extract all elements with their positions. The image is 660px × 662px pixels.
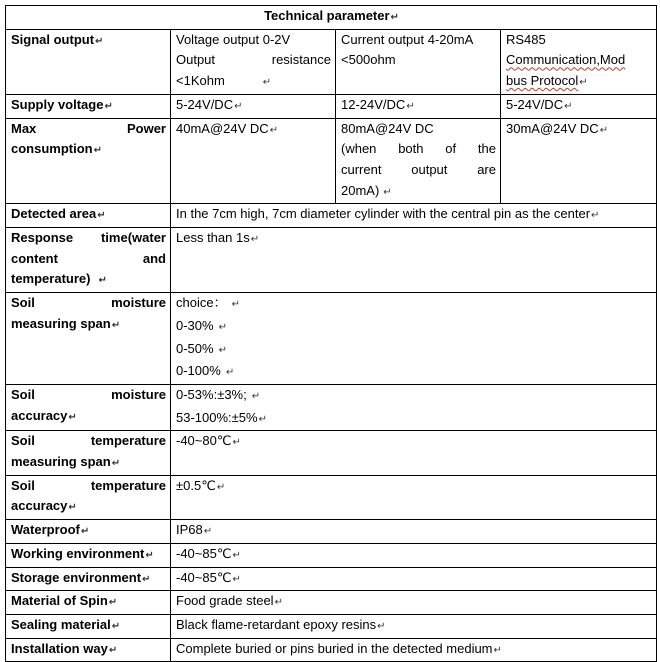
- supply-voltage-current-cell: [336, 94, 501, 118]
- soil-moisture-accuracy-high: 53-100%:±5%: [176, 409, 258, 425]
- title-row: [6, 6, 657, 30]
- soil-moisture-span-option-2: 0-50%: [176, 340, 214, 356]
- storage-environment-label: Storage environment: [11, 569, 142, 585]
- current-output-text: Current output 4-20mA: [341, 31, 474, 47]
- paragraph-mark-icon: ↵: [97, 210, 106, 222]
- paragraph-mark-icon: ↵: [80, 526, 90, 538]
- soil-temp-span-row: [6, 431, 657, 475]
- technical-parameter-table-wrapper: [5, 5, 657, 662]
- sealing-material-row: [6, 614, 657, 638]
- paragraph-mark-icon: ↵: [108, 644, 118, 656]
- max-power-current-value: 80mA@24V DC: [341, 120, 434, 136]
- waterproof-row: [6, 520, 657, 544]
- waterproof-value-cell: [171, 520, 657, 544]
- paragraph-mark-icon: ↵: [98, 275, 107, 287]
- soil-temp-span-label-cell: [6, 431, 171, 475]
- soil-temp-span-value: -40~80℃: [176, 433, 232, 449]
- max-power-current-note2: current output are: [341, 161, 496, 177]
- sealing-material-value-cell: [171, 614, 657, 638]
- response-time-label-cell: [6, 228, 171, 293]
- paragraph-mark-icon: ↵: [142, 573, 151, 585]
- paragraph-mark-icon: ↵: [579, 77, 588, 89]
- waterproof-value: IP68: [176, 522, 203, 538]
- signal-output-row: [6, 29, 657, 94]
- paragraph-mark-icon: ↵: [111, 620, 121, 632]
- paragraph-mark-icon: ↵: [564, 100, 573, 112]
- paragraph-mark-icon: ↵: [231, 299, 240, 311]
- working-environment-value-cell: [171, 543, 657, 567]
- soil-moisture-accuracy-label-line2: accuracy: [11, 407, 68, 423]
- max-power-label-cell: [6, 118, 171, 204]
- response-time-label-line3: temperature): [11, 271, 91, 287]
- soil-moisture-span-option-1: 0-30%: [176, 317, 214, 333]
- table-title: Technical parameter: [264, 8, 390, 23]
- paragraph-mark-icon: ↵: [262, 77, 272, 89]
- material-of-spin-label: Material of Spin: [11, 593, 108, 609]
- paragraph-mark-icon: ↵: [203, 526, 213, 538]
- paragraph-mark-icon: ↵: [145, 549, 154, 561]
- soil-temp-accuracy-row: [6, 475, 657, 519]
- paragraph-mark-icon: ↵: [269, 124, 279, 136]
- soil-moisture-accuracy-row: [6, 384, 657, 430]
- paragraph-mark-icon: ↵: [104, 100, 113, 112]
- response-time-value: Less than 1s: [176, 230, 250, 246]
- response-time-row: [6, 228, 657, 293]
- paragraph-mark-icon: ↵: [599, 124, 609, 136]
- max-power-voltage-cell: [171, 118, 336, 204]
- detected-area-value-cell: [171, 204, 657, 228]
- resistance-value-text: <1Kohm: [176, 73, 225, 89]
- communication-modbus-text: Communication,Mod: [506, 52, 626, 68]
- soil-moisture-span-value-cell: [171, 293, 657, 385]
- signal-output-rs485-cell: [501, 29, 657, 94]
- paragraph-mark-icon: ↵: [234, 100, 243, 112]
- paragraph-mark-icon: ↵: [493, 644, 502, 656]
- soil-temp-span-label-line2: measuring span: [11, 454, 111, 470]
- storage-environment-value: -40~85℃: [176, 569, 232, 585]
- max-power-voltage-value: 40mA@24V DC: [176, 120, 269, 136]
- sealing-material-label-cell: [6, 614, 171, 638]
- response-time-value-cell: [171, 228, 657, 293]
- supply-voltage-voltage-value: 5-24V/DC: [176, 96, 234, 112]
- max-power-current-note3: 20mA): [341, 182, 380, 198]
- soil-moisture-span-row: [6, 293, 657, 385]
- current-resistance-text: <500ohm: [341, 52, 396, 68]
- sealing-material-value: Black flame-retardant epoxy resins: [176, 616, 377, 632]
- soil-moisture-span-choice: choice：: [176, 295, 227, 311]
- waterproof-label-cell: [6, 520, 171, 544]
- installation-way-value-cell: [171, 638, 657, 662]
- paragraph-mark-icon: ↵: [95, 35, 104, 47]
- soil-moisture-accuracy-label-line1: Soil moisture: [11, 386, 166, 402]
- waterproof-label: Waterproof: [11, 522, 80, 538]
- paragraph-mark-icon: ↵: [390, 12, 399, 23]
- paragraph-mark-icon: ↵: [68, 502, 77, 514]
- detected-area-label: Detected area: [11, 206, 97, 222]
- supply-voltage-current-value: 12-24V/DC: [341, 96, 406, 112]
- soil-moisture-span-label-cell: [6, 293, 171, 385]
- signal-output-voltage-cell: [171, 29, 336, 94]
- material-of-spin-value: Food grade steel: [176, 593, 274, 609]
- soil-temp-accuracy-label-cell: [6, 475, 171, 519]
- paragraph-mark-icon: ↵: [232, 437, 241, 449]
- max-power-label-line2: consumption: [11, 141, 93, 157]
- paragraph-mark-icon: ↵: [111, 319, 121, 331]
- signal-output-label-cell: [6, 29, 171, 94]
- max-power-current-note1: (when both of the: [341, 141, 496, 157]
- response-time-label-line2: content and: [11, 250, 166, 266]
- soil-temp-accuracy-value: ±0.5℃: [176, 477, 216, 493]
- paragraph-mark-icon: ↵: [216, 481, 226, 493]
- supply-voltage-rs485-cell: [501, 94, 657, 118]
- table-title-cell: [6, 6, 657, 30]
- supply-voltage-rs485-value: 5-24V/DC: [506, 96, 564, 112]
- paragraph-mark-icon: ↵: [377, 620, 386, 632]
- paragraph-mark-icon: ↵: [232, 573, 241, 585]
- max-power-rs485-value: 30mA@24V DC: [506, 120, 599, 136]
- bus-protocol-text: bus Protocol: [506, 73, 579, 89]
- max-power-rs485-cell: [501, 118, 657, 204]
- storage-environment-label-cell: [6, 567, 171, 591]
- detected-area-label-cell: [6, 204, 171, 228]
- voltage-output-text: Voltage output 0-2V: [176, 31, 291, 47]
- paragraph-mark-icon: ↵: [406, 100, 415, 112]
- working-environment-label-cell: [6, 543, 171, 567]
- output-resistance-text: Output resistance: [176, 52, 331, 68]
- paragraph-mark-icon: ↵: [274, 597, 283, 609]
- material-of-spin-row: [6, 591, 657, 615]
- soil-temp-span-label-line1: Soil temperature: [11, 433, 166, 449]
- signal-output-label: Signal output: [11, 31, 95, 47]
- detected-area-value: In the 7cm high, 7cm diameter cylinder with the central pin as the center: [176, 206, 591, 222]
- supply-voltage-label: Supply voltage: [11, 96, 104, 112]
- soil-moisture-span-option-3: 0-100%: [176, 363, 221, 379]
- supply-voltage-row: [6, 94, 657, 118]
- working-environment-label: Working environment: [11, 545, 145, 561]
- working-environment-value: -40~85℃: [176, 545, 232, 561]
- max-power-row: [6, 118, 657, 204]
- paragraph-mark-icon: ↵: [258, 413, 267, 425]
- soil-moisture-accuracy-value-cell: [171, 384, 657, 430]
- material-of-spin-label-cell: [6, 591, 171, 615]
- paragraph-mark-icon: ↵: [225, 367, 235, 379]
- rs485-text: RS485: [506, 31, 546, 47]
- soil-moisture-accuracy-low: 0-53%:±3%;: [176, 386, 247, 402]
- max-power-current-cell: [336, 118, 501, 204]
- soil-moisture-span-label-line2: measuring span: [11, 315, 111, 331]
- max-power-label-line1: Max Power: [11, 120, 166, 136]
- working-environment-row: [6, 543, 657, 567]
- soil-temp-accuracy-label-line1: Soil temperature: [11, 477, 166, 493]
- soil-moisture-accuracy-label-cell: [6, 384, 171, 430]
- paragraph-mark-icon: ↵: [218, 344, 227, 356]
- soil-temp-accuracy-label-line2: accuracy: [11, 498, 68, 514]
- installation-way-label-cell: [6, 638, 171, 662]
- sealing-material-label: Sealing material: [11, 616, 111, 632]
- paragraph-mark-icon: ↵: [591, 210, 600, 222]
- soil-temp-accuracy-value-cell: [171, 475, 657, 519]
- paragraph-mark-icon: ↵: [68, 411, 77, 423]
- installation-way-label: Installation way: [11, 640, 108, 656]
- detected-area-row: [6, 204, 657, 228]
- soil-moisture-span-label-line1: Soil moisture: [11, 295, 166, 311]
- installation-way-value: Complete buried or pins buried in the detected medium: [176, 640, 493, 656]
- installation-way-row: [6, 638, 657, 662]
- paragraph-mark-icon: ↵: [93, 145, 102, 157]
- technical-parameter-table: [5, 5, 657, 662]
- signal-output-current-cell: [336, 29, 501, 94]
- response-time-label-line1: Response time(water: [11, 230, 166, 246]
- paragraph-mark-icon: ↵: [250, 234, 260, 246]
- paragraph-mark-icon: ↵: [108, 597, 118, 609]
- paragraph-mark-icon: ↵: [251, 390, 261, 402]
- supply-voltage-voltage-cell: [171, 94, 336, 118]
- paragraph-mark-icon: ↵: [218, 321, 227, 333]
- paragraph-mark-icon: ↵: [232, 549, 241, 561]
- soil-temp-span-value-cell: [171, 431, 657, 475]
- paragraph-mark-icon: ↵: [111, 458, 121, 470]
- paragraph-mark-icon: ↵: [383, 186, 392, 198]
- storage-environment-row: [6, 567, 657, 591]
- material-of-spin-value-cell: [171, 591, 657, 615]
- supply-voltage-label-cell: [6, 94, 171, 118]
- storage-environment-value-cell: [171, 567, 657, 591]
